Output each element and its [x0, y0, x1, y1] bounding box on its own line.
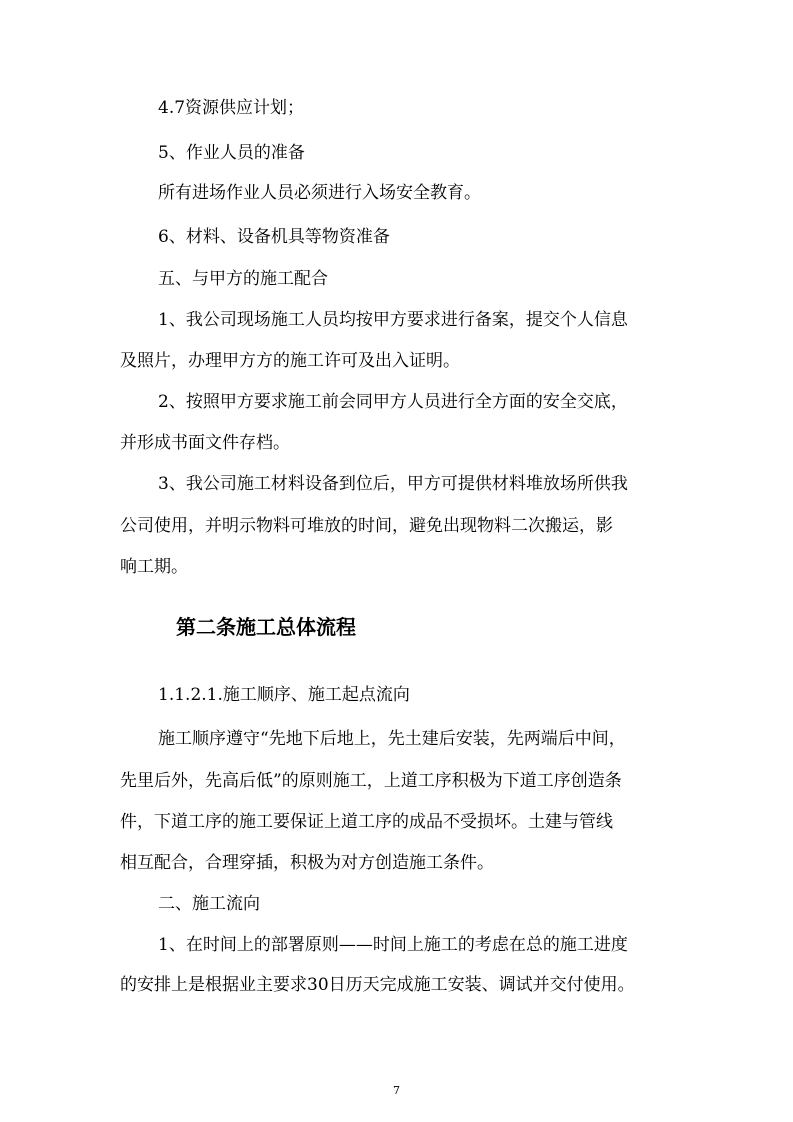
text-line: 公司使用，并明示物料可堆放的时间，避免出现物料二次搬运，影	[120, 516, 613, 536]
text-line: 4.7资源供应计划；	[158, 98, 305, 118]
text-line: 6、材料、设备机具等物资准备	[158, 227, 390, 247]
text-line: 2、按照甲方要求施工前会同甲方人员进行全方面的安全交底，	[158, 392, 628, 412]
text-line: 施工顺序遵守“先地下后地上，先土建后安装，先两端后中间，	[158, 729, 626, 749]
text-line: 五、与甲方的施工配合	[158, 269, 328, 289]
text-line: 相互配合，合理穿插，积极为对方创造施工条件。	[120, 853, 494, 873]
text-line: 5、作业人员的准备	[158, 143, 305, 163]
text-line: 的安排上是根据业主要求30日历天完成施工安装、调试并交付使用。	[120, 975, 635, 995]
section-heading: 第二条施工总体流程	[176, 615, 356, 639]
text-line: 并形成书面文件存档。	[120, 433, 290, 453]
text-line: 3、我公司施工材料设备到位后，甲方可提供材料堆放场所供我	[158, 474, 628, 494]
text-line: 所有进场作业人员必须进行入场安全教育。	[158, 183, 481, 203]
text-line: 1、在时间上的部署原则——时间上施工的考虑在总的施工进度	[158, 935, 628, 955]
page-number: 7	[393, 1084, 400, 1097]
text-line: 二、施工流向	[158, 894, 260, 914]
text-line: 响工期。	[120, 557, 188, 577]
text-line: 件，下道工序的施工要保证上道工序的成品不受损坏。土建与管线	[120, 812, 613, 832]
text-line: 1.1.2.1.施工顺序、施工起点流向	[158, 685, 410, 705]
text-line: 及照片，办理甲方方的施工许可及出入证明。	[120, 351, 460, 371]
text-line: 1、我公司现场施工人员均按甲方要求进行备案，提交个人信息	[158, 310, 628, 330]
text-line: 先里后外，先高后低”的原则施工，上道工序积极为下道工序创造条	[120, 771, 622, 791]
